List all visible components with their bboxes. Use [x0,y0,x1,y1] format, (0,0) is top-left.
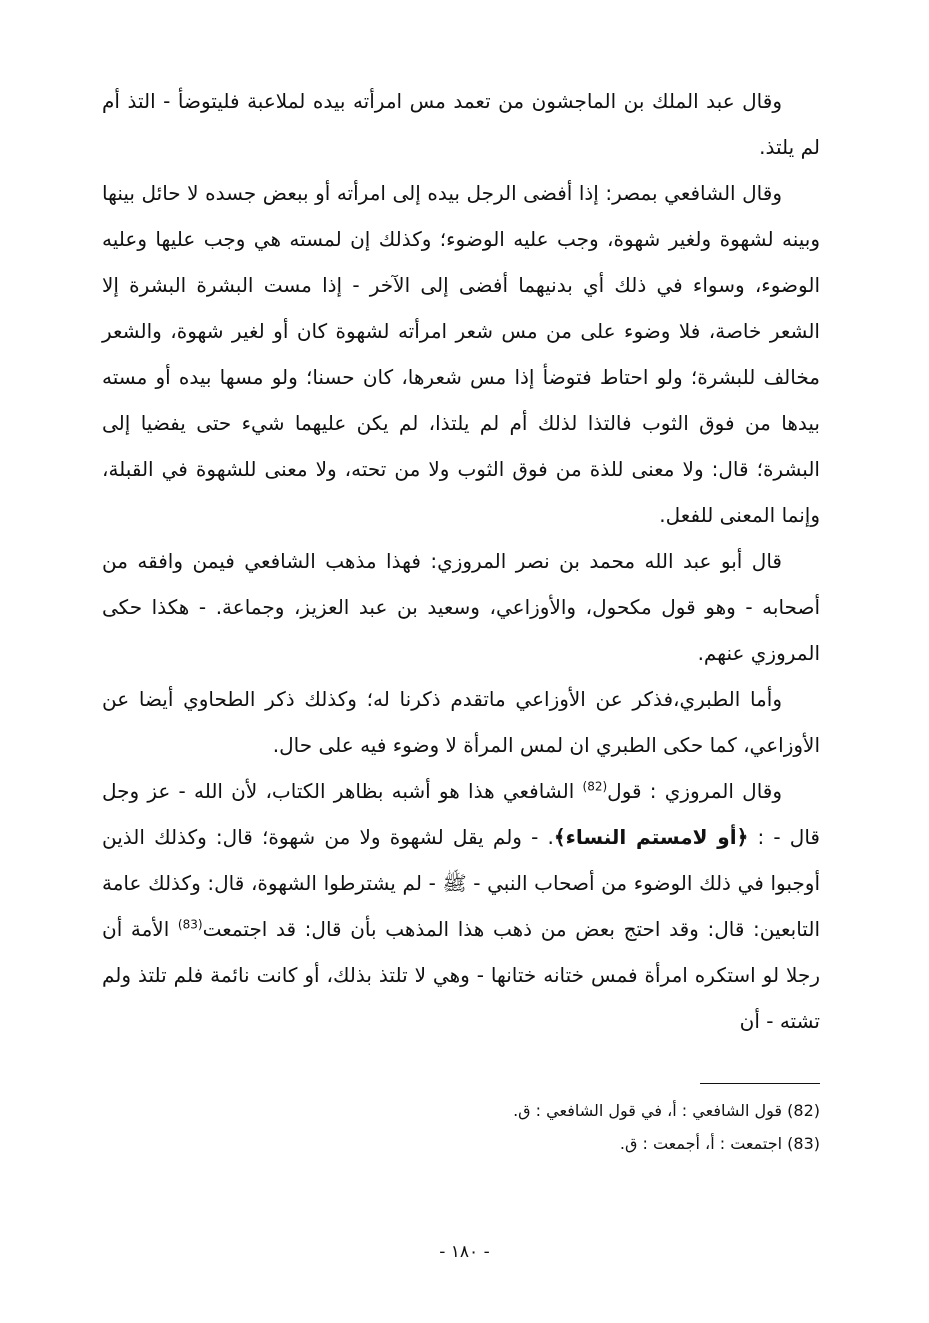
footnote-82: (82) قول الشافعي : أ، في قول الشافعي : ق. [513,1101,820,1120]
paragraph-1: وقال عبد الملك بن الماجشون من تعمد مس امرأته بيده لملاعبة فليتوضأ - التذ أم لم يلتذ. [102,89,820,159]
paragraph-5-part-4: الأمة أن رجلا لو استكره امرأة فمس ختانه ختانها - وهي لا تلتذ بذلك، أو كانت نائمة فلم تلتذ ولم تشته - أن [102,917,820,1033]
paragraph-5-part-3: . - ولم يقل لشهوة ولا من شهوة؛ قال: وكذلك الذين أوجبوا في ذلك الوضوء من أصحاب النبي - ﷺ - لم يشترطوا الشهوة، قال: وكذلك عامة التابعين: قال: وقد احتج بعض من ذهب هذا المذهب بأن قال: قد اجتمعت [102,825,820,941]
quran-quote: ﴿أو لامستم النساء﴾ [553,825,749,849]
footnote-divider [700,1083,820,1084]
paragraph-2: وقال الشافعي بمصر: إذا أفضى الرجل بيده إلى امرأته أو ببعض جسده لا حائل بينها وبينه لشهوة ولغير شهوة، وجب عليه الوضوء؛ وكذلك إن لمسته هي وجب عليها وعليه الوضوء، وسواء في ذلك أي بدنيهما أفضى إلى الآخر - إذا مست البشرة البشرة إلا الشعر خاصة، فلا وضوء على من مس شعر امرأته لشهوة كان أو لغير شهوة، والشعر مخالف للبشرة؛ ولو احتاط فتوضأ إذا مس شعرها، كان حسنا؛ ولو مسها بيده أو مسته بيدها من فوق الثوب فالتذا لذلك أم لم يلتذا، لم يكن عليهما شيء حتى يفضيا إلى البشرة؛ قال: ولا معنى للذة من فوق الثوب ولا من تحته، ولا معنى للشهوة في القبلة، وإنما المعنى للفعل. [102,181,820,527]
paragraph-4: وأما الطبري،فذكر عن الأوزاعي ماتقدم ذكرنا له؛ وكذلك ذكر الطحاوي أيضا عن الأوزاعي، كما حكى الطبري ان لمس المرأة لا وضوء فيه على حال. [102,687,820,757]
paragraph-5-part-1: وقال المروزي : قول [607,779,783,803]
footnote-ref-82[interactable]: (82) [582,779,608,794]
main-text [102,78,820,1044]
footnote-83: (83) اجتمعت : أ، أجمعت : ق. [619,1134,820,1153]
footnote-ref-83[interactable]: (83) [177,917,203,932]
footnotes [300,1094,820,1160]
paragraph-5 [102,768,820,1044]
paragraph-3: قال أبو عبد الله محمد بن نصر المروزي: فهذا مذهب الشافعي فيمن وافقه من أصحابه - وهو قول مكحول، والأوزاعي، وسعيد بن عبد العزيز، وجماعة. - هكذا حكى المروزي عنهم. [102,549,820,665]
page-number: - ١٨٠ - [439,1242,490,1262]
paragraph-5-part-2: الشافعي هذا هو أشبه بظاهر الكتاب، لأن الله - عز وجل قال - : [102,779,820,849]
